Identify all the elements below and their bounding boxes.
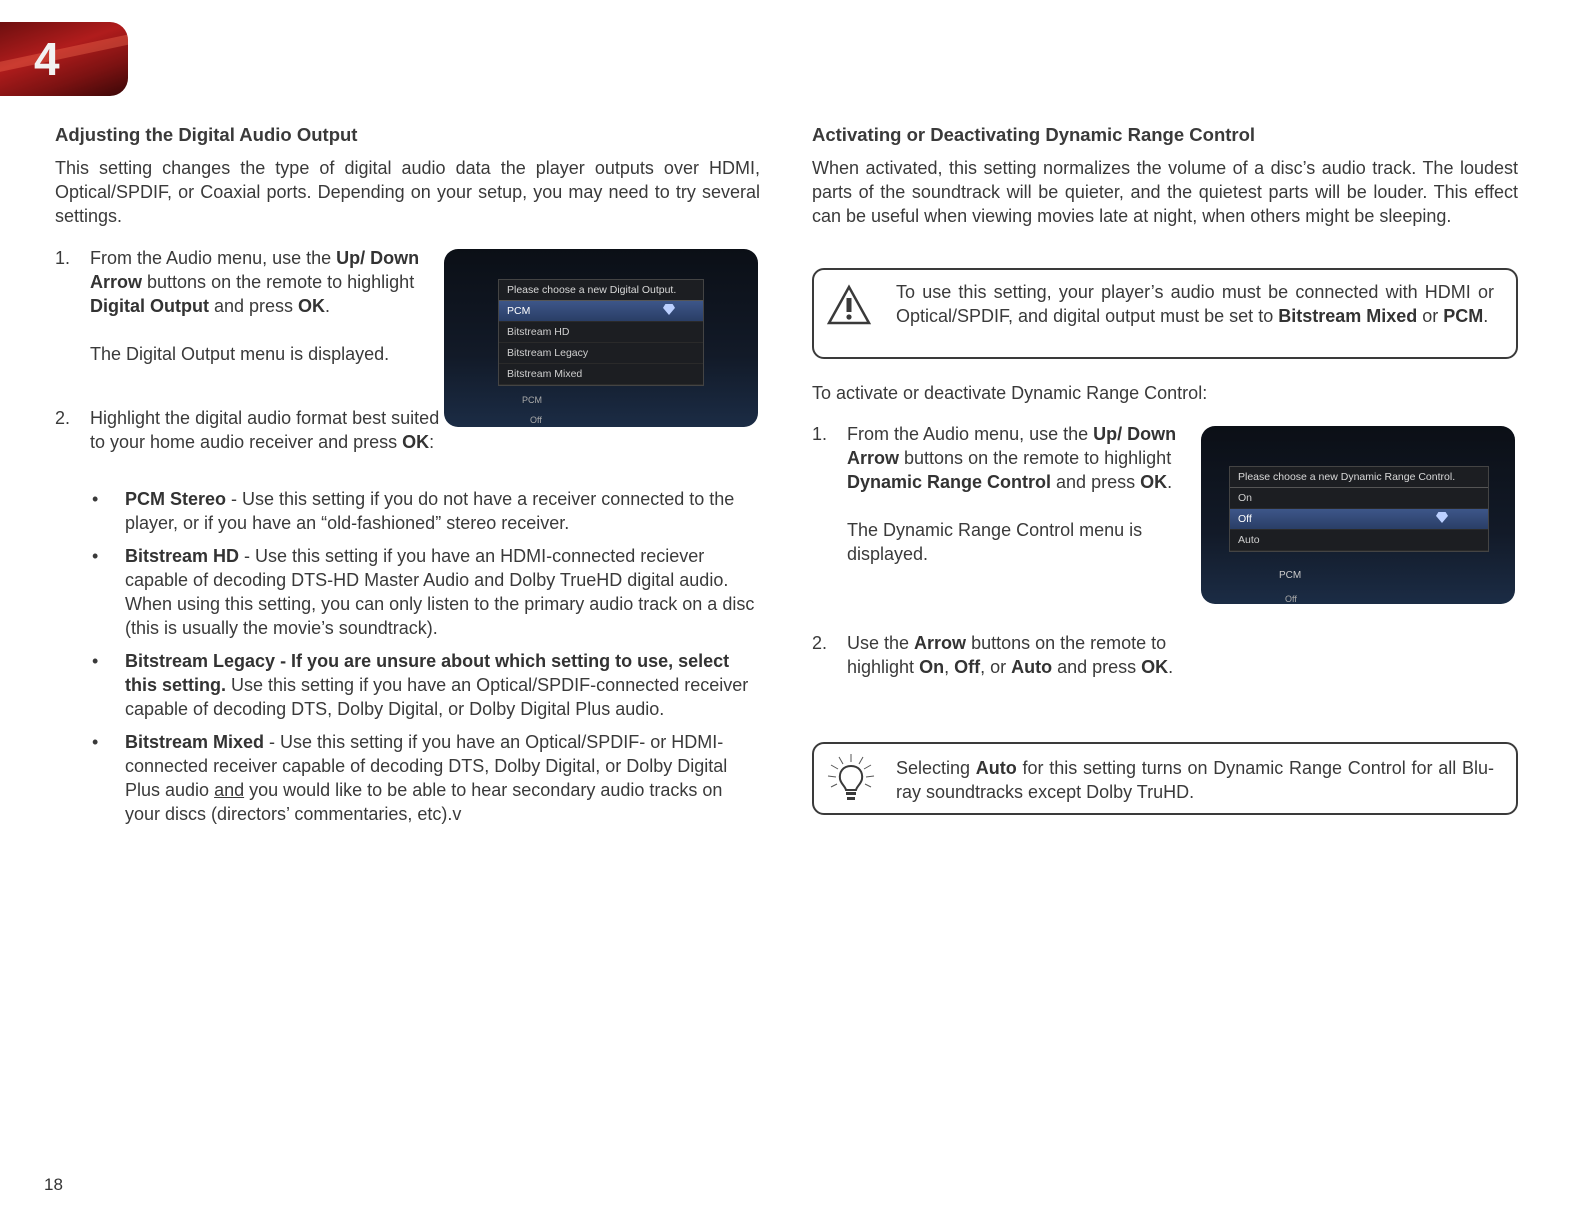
- warning-text: To use this setting, your player’s audio must be connected with HDMI or Optical/SPDIF, and digital output must be set to Bitstream Mixed or PCM.: [896, 282, 1494, 326]
- menu-item-auto: Auto: [1230, 530, 1488, 551]
- step-number: 1.: [812, 424, 828, 444]
- procedure-lead: To activate or deactivate Dynamic Range Control:: [812, 383, 1208, 403]
- step-number: 2.: [812, 633, 828, 653]
- selection-gem-icon: [1436, 512, 1448, 523]
- page-number: 18: [44, 1175, 63, 1194]
- menu-item-off: Off: [1230, 509, 1488, 530]
- left-section-title: Adjusting the Digital Audio Output: [55, 124, 358, 145]
- lightbulb-icon: [826, 752, 876, 804]
- list-item: • Bitstream Mixed - Use this setting if you have an Optical/SPDIF- or HDMI-connected receiver capable of decoding DTS, Dolby Digital, or Dolby Digital Plus audio and you would like to be able to hear secondary audio tracks on your discs (directors’ commentaries, etc).v: [92, 732, 728, 824]
- step-number: 1.: [55, 248, 71, 268]
- background-option: PCM: [1279, 570, 1302, 581]
- right-intro: When activated, this setting normalizes the volume of a disc’s audio track. The loudest parts of the soundtrack will be quieter, and the quietest parts will be louder. This effect can be useful when viewing movies late at night, when others might be sleeping.: [812, 158, 1518, 226]
- step-number: 2.: [55, 408, 71, 428]
- chapter-number: 4: [34, 33, 60, 85]
- step-text: From the Audio menu, use the Up/ Down Arrow buttons on the remote to highlight Digital Output and press OK. The Digital Output menu is displayed.: [90, 246, 440, 366]
- chapter-tab: [0, 22, 128, 96]
- right-section-title: Activating or Deactivating Dynamic Range Control: [812, 124, 1256, 145]
- warning-callout: [812, 268, 1518, 359]
- step-result: The Digital Output menu is displayed.: [90, 344, 390, 364]
- warning-icon: [826, 284, 872, 326]
- menu-item-bitstream-legacy: Bitstream Legacy: [499, 343, 703, 364]
- step-text: Use the Arrow buttons on the remote to highlight On, Off, or Auto and press OK.: [847, 633, 1174, 677]
- step-result: The Dynamic Range Control menu is displayed.: [847, 520, 1143, 564]
- left-intro: This setting changes the type of digital audio data the player outputs over HDMI, Optical/SPDIF, or Coaxial ports. Depending on your setup, you may need to try several settings.: [55, 158, 760, 226]
- tip-text: Selecting Auto for this setting turns on Dynamic Range Control for all Blu-ray soundtracks except Dolby TruHD.: [896, 758, 1494, 802]
- menu-title: Please choose a new Dynamic Range Control.: [1230, 467, 1488, 488]
- background-option: Off: [530, 415, 542, 425]
- format-list: [89, 487, 761, 835]
- digital-output-menu: [498, 279, 704, 386]
- step-text: From the Audio menu, use the Up/ Down Arrow buttons on the remote to highlight Dynamic Range Control and press OK. The Dynamic Range Control menu is displayed.: [847, 422, 1195, 566]
- menu-item-on: On: [1230, 488, 1488, 509]
- tip-callout: [812, 742, 1518, 815]
- tab-decoration: [0, 33, 128, 74]
- digital-output-screenshot: [444, 249, 758, 427]
- right-column: [812, 124, 1518, 228]
- menu-item-bitstream-hd: Bitstream HD: [499, 322, 703, 343]
- menu-title: Please choose a new Digital Output.: [499, 280, 703, 301]
- drc-screenshot: [1201, 426, 1515, 604]
- menu-item-bitstream-mixed: Bitstream Mixed: [499, 364, 703, 385]
- background-option: PCM: [522, 395, 542, 405]
- background-option: Off: [1285, 594, 1297, 604]
- list-item: • PCM Stereo - Use this setting if you do not have a receiver connected to the player, or if you have an “old-fashioned” stereo receiver.: [92, 489, 735, 533]
- step-text: Highlight the digital audio format best suited to your home audio receiver and press OK:: [90, 408, 440, 452]
- left-column: [55, 124, 760, 228]
- selection-gem-icon: [663, 304, 675, 315]
- list-item: • Bitstream Legacy - If you are unsure about which setting to use, select this setting. Use this setting if you have an Optical/SPDIF-connected receiver capable of decoding DTS, Dolby Digital, or Dolby Digital Plus audio.: [92, 651, 749, 719]
- menu-item-pcm: PCM: [499, 301, 703, 322]
- list-item: • Bitstream HD - Use this setting if you have an HDMI-connected reciever capable of decoding DTS-HD Master Audio and Dolby TrueHD digital audio. When using this setting, you can only listen to the primary audio track on a disc (this is usually the movie’s soundtrack).: [92, 546, 755, 638]
- drc-menu: [1229, 466, 1489, 552]
